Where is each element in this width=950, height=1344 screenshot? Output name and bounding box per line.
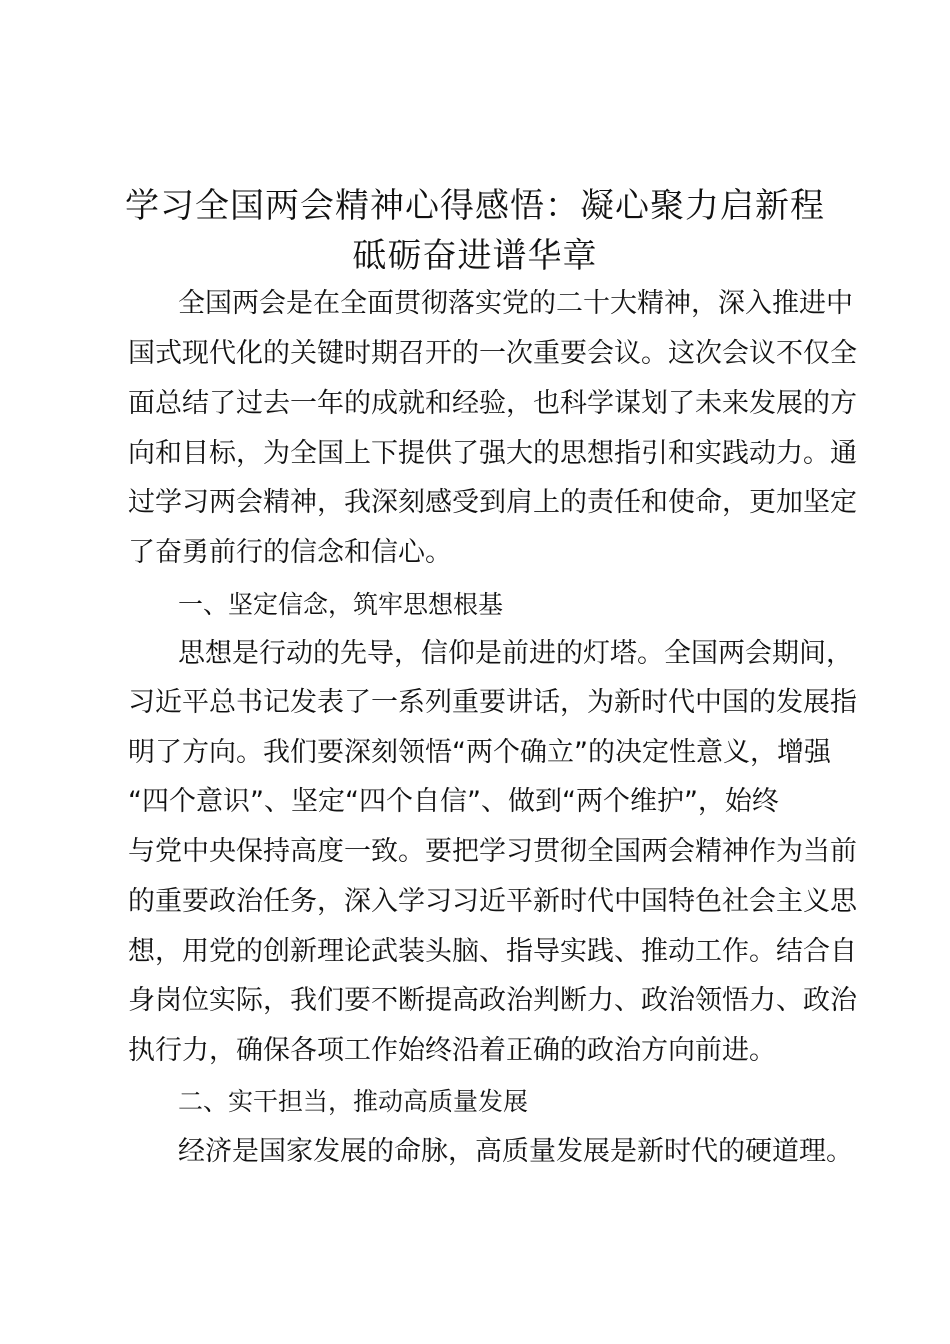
- intro-line: 了奋勇前行的信念和信心。: [128, 537, 452, 568]
- intro-line: 面总结了过去一年的成就和经验，也科学谋划了未来发展的方: [128, 388, 857, 419]
- section1-line: “四个意识”、坚定“四个自信”、做到“两个维护”，始终: [128, 786, 779, 817]
- section1-line: 想，用党的创新理论武装头脑、指导实践、推动工作。结合自: [128, 936, 857, 967]
- section-heading-2: 二、实干担当，推动高质量发展: [178, 1087, 529, 1116]
- section1-line: 身岗位实际，我们要不断提高政治判断力、政治领悟力、政治: [128, 985, 857, 1016]
- intro-line: 国式现代化的关键时期召开的一次重要会议。这次会议不仅全: [128, 338, 857, 369]
- section-heading-1: 一、坚定信念，筑牢思想根基: [178, 590, 504, 619]
- document-title-line-1: 学习全国两会精神心得感悟：凝心聚力启新程: [125, 186, 825, 226]
- section1-line: 执行力，确保各项工作始终沿着正确的政治方向前进。: [128, 1035, 776, 1066]
- section1-line: 明了方向。我们要深刻领悟“两个确立”的决定性意义，增强: [128, 737, 831, 768]
- section1-line: 的重要政治任务，深入学习习近平新时代中国特色社会主义思: [128, 886, 857, 917]
- intro-line: 过学习两会精神，我深刻感受到肩上的责任和使命，更加坚定: [128, 487, 857, 518]
- section1-line: 思想是行动的先导，信仰是前进的灯塔。全国两会期间，: [178, 638, 853, 669]
- section1-line: 与党中央保持高度一致。要把学习贯彻全国两会精神作为当前: [128, 836, 857, 867]
- intro-line: 全国两会是在全面贯彻落实党的二十大精神，深入推进中: [178, 288, 853, 319]
- section2-line: 经济是国家发展的命脉，高质量发展是新时代的硬道理。: [178, 1136, 853, 1167]
- section1-line: 习近平总书记发表了一系列重要讲话，为新时代中国的发展指: [128, 687, 857, 718]
- document-title-line-2: 砥砺奋进谱华章: [352, 236, 598, 276]
- intro-line: 向和目标，为全国上下提供了强大的思想指引和实践动力。通: [128, 438, 857, 469]
